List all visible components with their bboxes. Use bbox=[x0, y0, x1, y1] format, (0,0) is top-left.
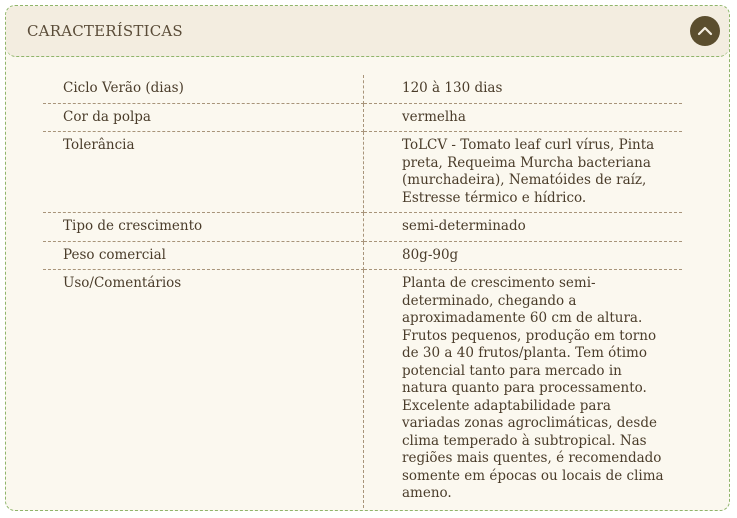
spec-value: Planta de crescimento semi-determinado, chegando a aproximadamente 60 cm de altura. Frutos pequenos, produção em torno de 30 a 40 frutos/planta. Tem ótimo potencial tanto para mercado in natura quanto para processamento. Excelente adaptabilidade para variadas zonas agroclimáticas, desde clima temperado à subtropical. Nas regiões mais quentes, é recomendado somente em épocas ou locais de clima ameno. bbox=[402, 275, 664, 501]
table-row bbox=[43, 241, 682, 270]
spec-label: Ciclo Verão (dias) bbox=[43, 75, 364, 103]
panel-header[interactable] bbox=[6, 6, 729, 57]
characteristics-panel bbox=[5, 5, 730, 511]
collapse-button[interactable] bbox=[690, 16, 720, 46]
table-row bbox=[43, 213, 682, 242]
chevron-up-icon bbox=[697, 24, 713, 38]
spec-value: semi-determinado bbox=[364, 213, 683, 242]
spec-label: Cor da polpa bbox=[43, 103, 364, 132]
spec-value: 80g-90g bbox=[364, 241, 683, 270]
section-title: CARACTERÍSTICAS bbox=[27, 22, 183, 40]
spec-value: 120 à 130 dias bbox=[364, 75, 683, 103]
table-row bbox=[43, 103, 682, 132]
spec-label: Tolerância bbox=[43, 132, 364, 213]
table-row bbox=[43, 132, 682, 213]
table-row bbox=[43, 270, 682, 508]
specs-table bbox=[43, 75, 682, 508]
spec-label: Peso comercial bbox=[43, 241, 364, 270]
table-row bbox=[43, 75, 682, 103]
spec-label: Tipo de crescimento bbox=[43, 213, 364, 242]
spec-label: Uso/Comentários bbox=[43, 270, 364, 508]
spec-value: ToLCV - Tomato leaf curl vírus, Pinta preta, Requeima Murcha bacteriana (murchadeira), Nematóides de raíz, Estresse térmico e hídrico. bbox=[364, 132, 683, 213]
spec-value: vermelha bbox=[364, 103, 683, 132]
